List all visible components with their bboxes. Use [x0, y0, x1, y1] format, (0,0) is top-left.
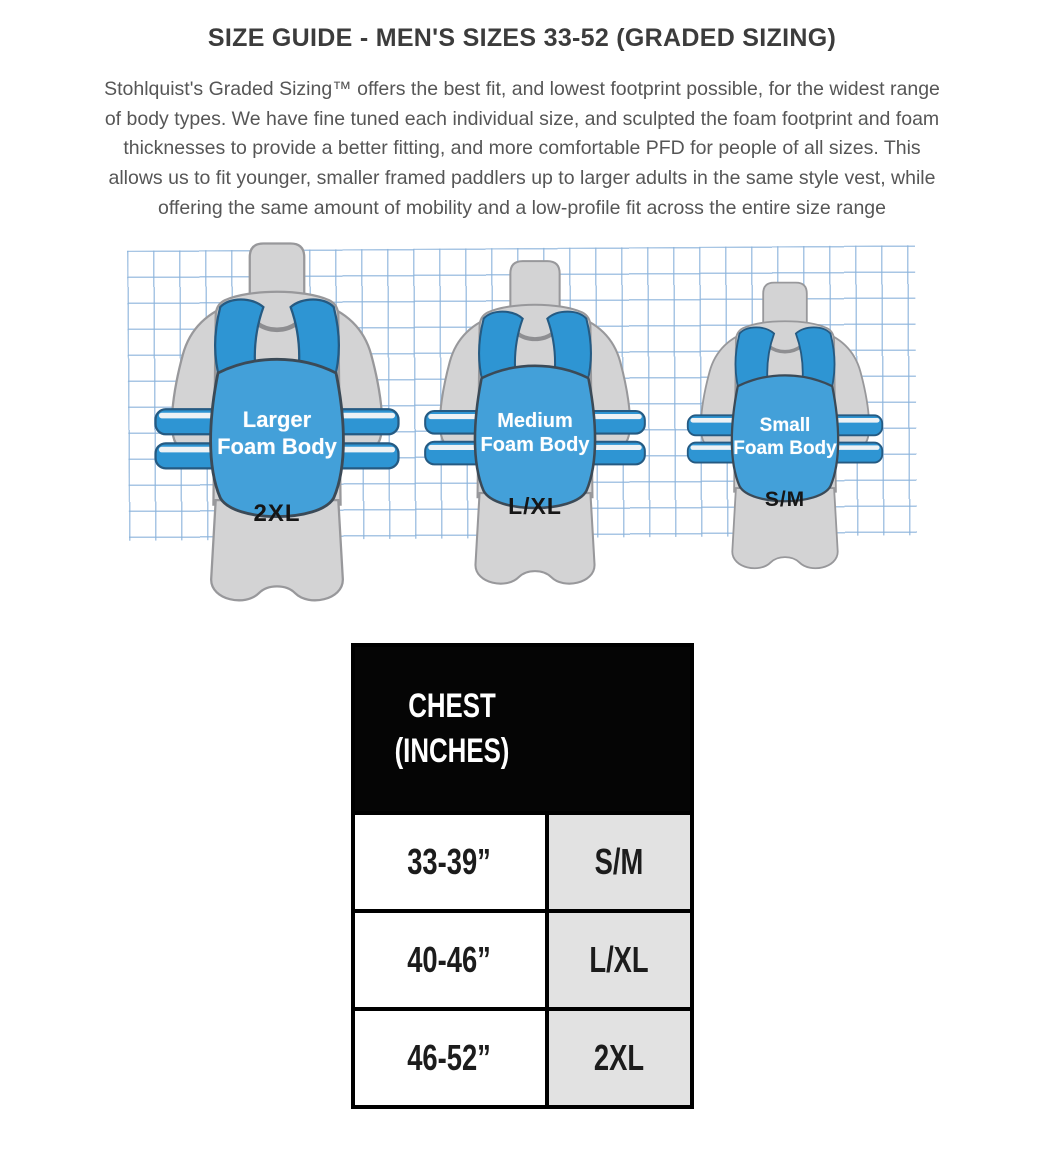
- vest-label: [685, 414, 885, 460]
- size-cell: [549, 815, 690, 909]
- intro-paragraph: Stohlquist's Graded Sizing™ offers the best fit, and lowest footprint possible, for the widest range of body types. We have fine tuned each individual size, and sculpted the foam footprint and foam thicknesses to provide a better fitting, and more comfortable PFD for people of all sizes. This allows us to fit younger, smaller framed paddlers up to larger adults in the same style vest, while offering the same amount of mobility and a low-profile fit across the entire size range: [104, 78, 940, 219]
- size-label: S/M: [764, 487, 806, 511]
- vest-label-line1: Small: [759, 414, 811, 436]
- vest-label-line2: Foam Body: [733, 437, 837, 459]
- table-row: [355, 909, 690, 1007]
- vest-label-line2: Foam Body: [480, 434, 590, 457]
- chest-range-value: 46-52”: [407, 1037, 492, 1079]
- vest-label-line1: Medium: [497, 409, 573, 432]
- size-label: 2XL: [253, 499, 301, 527]
- chest-range-cell: [355, 815, 549, 909]
- size-value: 2XL: [593, 1037, 645, 1079]
- figure-larger-foam-body: [152, 239, 402, 625]
- table-row: [355, 1007, 690, 1105]
- chest-inches-header: [355, 684, 549, 774]
- header-line2: (INCHES): [394, 732, 509, 771]
- sizing-illustration: [128, 241, 916, 623]
- vest-label: [422, 409, 648, 458]
- figure-medium-foam-body: [422, 257, 648, 606]
- chest-range-cell: [355, 1011, 549, 1105]
- vest-label-line1: Larger: [242, 407, 312, 433]
- chest-range-cell: [355, 913, 549, 1007]
- vest-label-line2: Foam Body: [217, 433, 337, 459]
- size-label: L/XL: [508, 492, 562, 519]
- size-value: S/M: [594, 841, 644, 883]
- size-cell: [549, 1011, 690, 1105]
- page-title: SIZE GUIDE - MEN'S SIZES 33-52 (GRADED SIZING): [207, 24, 837, 52]
- table-row: [355, 811, 690, 909]
- vest-label: [152, 407, 402, 461]
- header-line1: CHEST: [407, 687, 496, 726]
- chest-range-value: 40-46”: [407, 939, 492, 981]
- figure-small-foam-body: [685, 279, 885, 588]
- size-table: [351, 643, 694, 1109]
- size-table-header: [355, 647, 690, 811]
- size-cell: [549, 913, 690, 1007]
- chest-range-value: 33-39”: [407, 841, 492, 883]
- size-value: L/XL: [589, 939, 649, 981]
